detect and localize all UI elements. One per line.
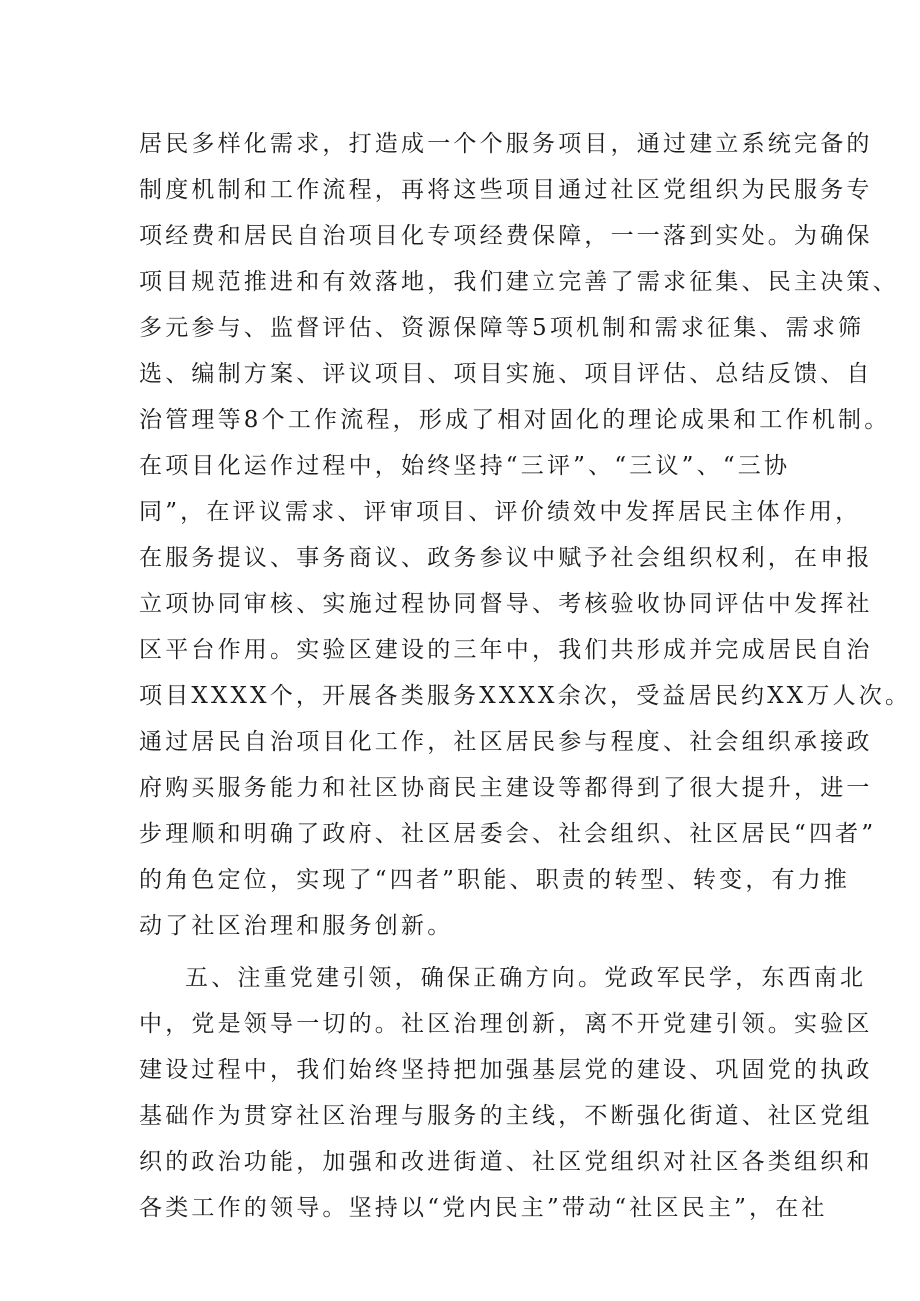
paragraph-1: [139, 121, 912, 949]
text-line: 居民多样化需求，打造成一个个服务项目，通过建立系统完备的: [139, 131, 873, 157]
text-line: 项目XXXX个，开展各类服务XXXX余次，受益居民约XX万人次。: [139, 683, 912, 709]
text-line: 中，党是领导一切的。社区治理创新，离不开党建引领。实验区: [139, 1011, 873, 1037]
text-line: 同”，在评议需求、评审项目、评价绩效中发挥居民主体作用，: [139, 499, 862, 525]
text-line: 制度机制和工作流程，再将这些项目通过社区党组织为民服务专: [139, 177, 873, 203]
text-line: 各类工作的领导。坚持以“党内民主”带动“社区民主”，在社: [139, 1195, 828, 1221]
text-line: 建设过程中，我们始终坚持把加强基层党的建设、巩固党的执政: [139, 1057, 873, 1083]
text-line: 项经费和居民自治项目化专项经费保障，一一落到实处。为确保: [139, 223, 873, 249]
text-line: 治管理等8个工作流程，形成了相对固化的理论成果和工作机制。: [139, 407, 891, 433]
text-line: 在服务提议、事务商议、政务参议中赋予社会组织权利，在申报: [139, 545, 873, 571]
text-line: 府购买服务能力和社区协商民主建设等都得到了很大提升，进一: [139, 775, 873, 801]
text-line: 动了社区治理和服务创新。: [139, 913, 454, 939]
text-line: 的角色定位，实现了“四者”职能、职责的转型、转变，有力推: [139, 867, 851, 893]
text-line: 选、编制方案、评议项目、项目实施、项目评估、总结反馈、自: [139, 361, 873, 387]
text-line: 通过居民自治项目化工作，社区居民参与程度、社会组织承接政: [139, 729, 873, 755]
document-body: [139, 121, 912, 1231]
text-line: 基础作为贯穿社区治理与服务的主线，不断强化街道、社区党组: [139, 1103, 873, 1129]
text-line: 多元参与、监督评估、资源保障等5项机制和需求征集、需求筛: [139, 315, 865, 341]
text-line: 立项协同审核、实施过程协同督导、考核验收协同评估中发挥社: [139, 591, 873, 617]
text-line: 步理顺和明确了政府、社区居委会、社会组织、社区居民“四者”: [139, 821, 877, 847]
text-line: 织的政治功能，加强和改进街道、社区党组织对社区各类组织和: [139, 1149, 873, 1175]
paragraph-2: [139, 955, 873, 1231]
text-line: 在项目化运作过程中，始终坚持“三评”、“三议”、“三协: [139, 453, 791, 479]
text-line: 项目规范推进和有效落地，我们建立完善了需求征集、民主决策、: [139, 269, 899, 295]
text-line: 区平台作用。实验区建设的三年中，我们共形成并完成居民自治: [139, 637, 873, 663]
text-line: 五、注重党建引领，确保正确方向。党政军民学，东西南北: [185, 965, 867, 991]
